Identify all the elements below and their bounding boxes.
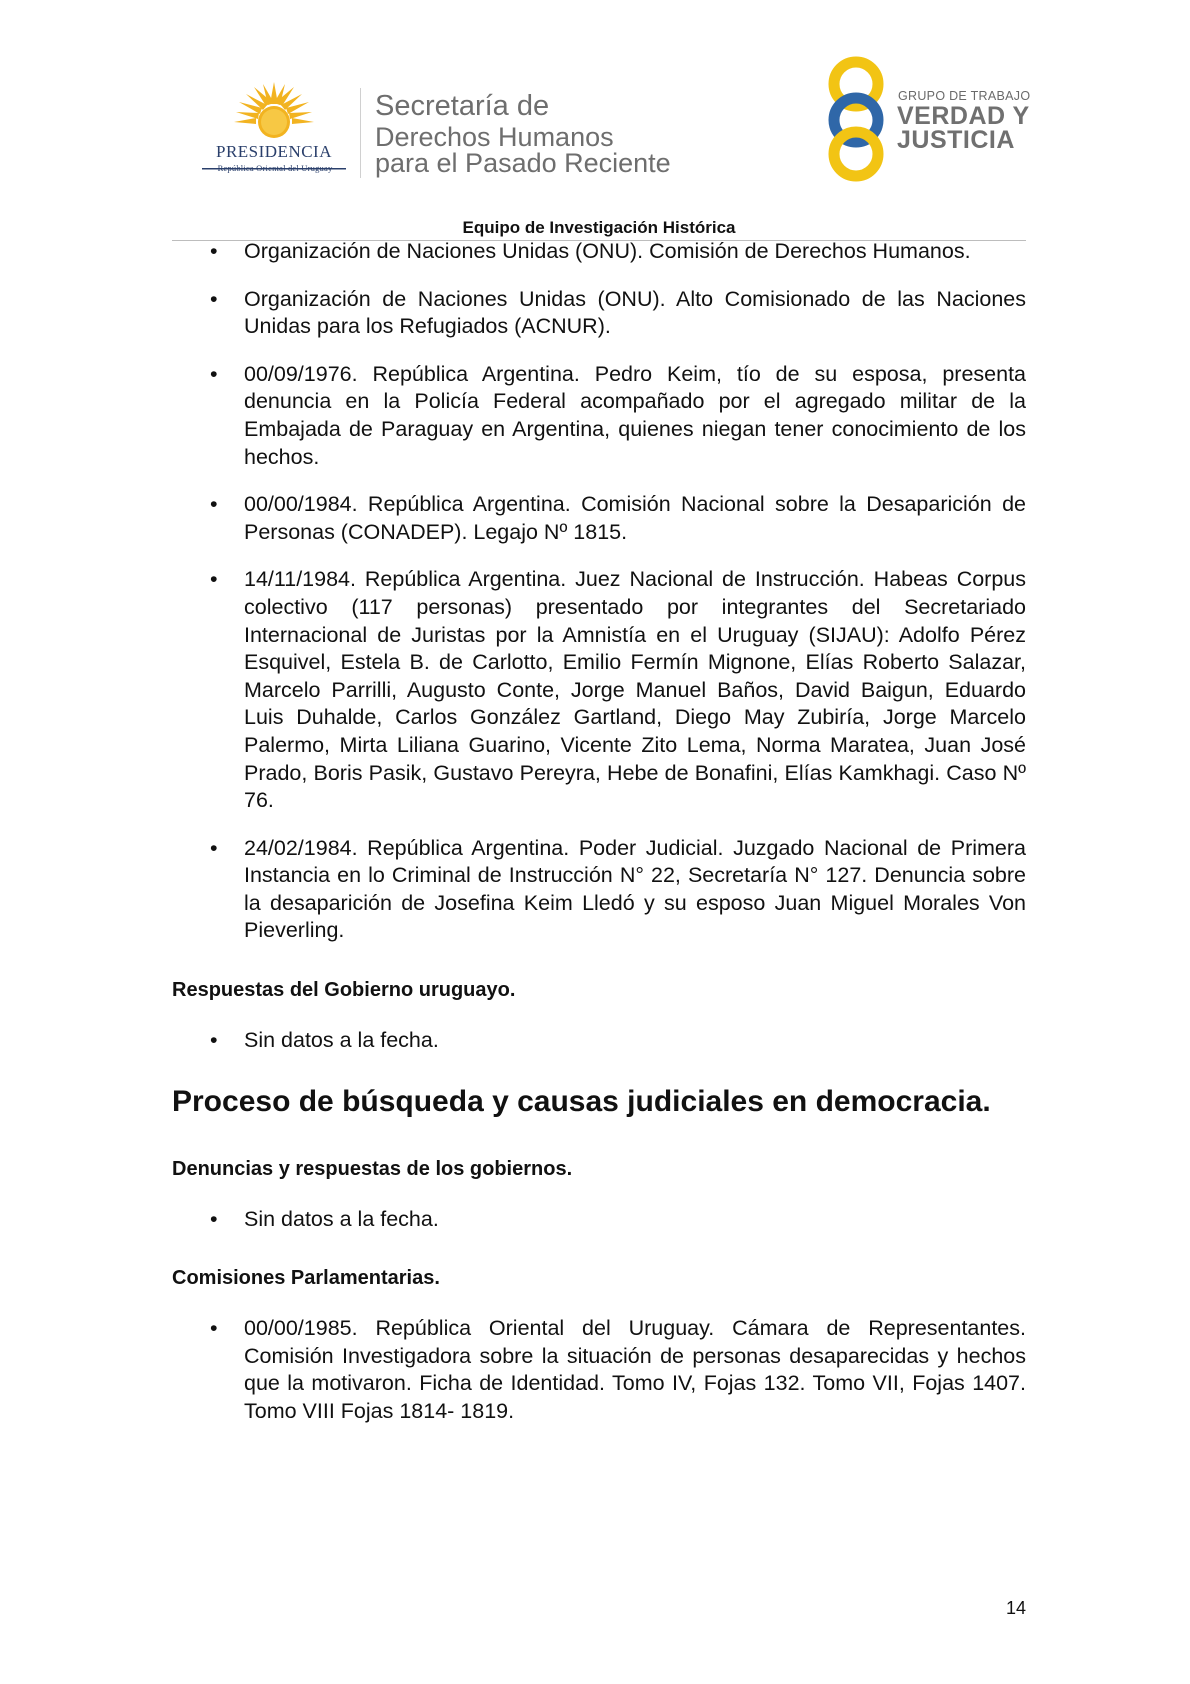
grupo-title-line-1: VERDAD Y <box>897 102 1030 130</box>
list-item <box>172 1315 1026 1425</box>
presidencia-subtitle: República Oriental del Uruguay <box>217 163 333 173</box>
secretaria-line-1: Secretaría de <box>375 90 550 122</box>
bullet-icon: • <box>210 492 218 517</box>
actions-list <box>172 238 1026 945</box>
list-item <box>172 491 1026 546</box>
bullet-icon: • <box>210 239 218 263</box>
bullet-icon: • <box>210 567 218 592</box>
bullet-icon: • <box>210 1027 218 1052</box>
bullet-icon: • <box>210 361 218 386</box>
list-item <box>172 361 1026 471</box>
bullet-icon: • <box>210 286 218 311</box>
list-item-text: Sin datos a la fecha. <box>244 1206 439 1231</box>
respuestas-list <box>172 1027 1026 1055</box>
list-item-text: 00/00/1985. República Oriental del Uruguay. Cámara de Representantes. Comisión Investigadora sobre la situación de personas desaparecidas y hechos que la motivaron. Ficha de Identidad. Tomo IV, Fojas 132. Tomo VII, Fojas 1407. Tomo VIII Fojas 1814- 1819. <box>244 1316 1026 1423</box>
list-item <box>172 238 1026 266</box>
page-content <box>172 238 1026 1445</box>
grupo-title-line-2: JUSTICIA <box>897 126 1015 154</box>
grupo-label: GRUPO DE TRABAJO <box>898 89 1031 103</box>
subheading-comisiones: Comisiones Parlamentarias. <box>172 1267 440 1290</box>
section-title: Proceso de búsqueda y causas judiciales en democracia. <box>172 1085 991 1119</box>
comisiones-list <box>172 1315 1026 1425</box>
list-item-text: Organización de Naciones Unidas (ONU). Comisión de Derechos Humanos. <box>244 239 971 263</box>
list-item-text: 00/00/1984. República Argentina. Comisión Nacional sobre la Desaparición de Personas (CONADEP). Legajo Nº 1815. <box>244 492 1026 544</box>
bullet-icon: • <box>210 1316 218 1341</box>
bullet-icon: • <box>210 835 218 860</box>
list-item-text: 14/11/1984. República Argentina. Juez Nacional de Instrucción. Habeas Corpus colectivo (117 personas) presentado por integrantes del Secretariado Internacional de Juristas por la Amnistía en el Uruguay (SIJAU): Adolfo Pérez Esquivel, Estela B. de Carlotto, Emilio Fermín Mignone, Elías Roberto Salazar, Marcelo Parrilli, Augusto Conte, Jorge Manuel Baños, David Baigun, Eduardo Luis Duhalde, Carlos González Gartland, Diego May Zubiría, Jorge Marcelo Palermo, Mirta Liliana Guarino, Vicente Zito Lema, Norma Maratea, Juan José Prado, Boris Pasik, Gustavo Pereyra, Hebe de Bonafini, Elías Kamkhagi. Caso Nº 76. <box>244 567 1026 813</box>
subheading-denuncias: Denuncias y respuestas de los gobiernos. <box>172 1158 573 1181</box>
list-item-text: 00/09/1976. República Argentina. Pedro Keim, tío de su esposa, presenta denuncia en la Policía Federal acompañado por el agregado militar de la Embajada de Paraguay en Argentina, quienes niegan tener conocimiento de los hechos. <box>244 361 1026 469</box>
page-header <box>0 0 1190 240</box>
list-item <box>172 1206 1026 1234</box>
subheading-respuestas: Respuestas del Gobierno uruguayo. <box>172 979 516 1002</box>
secretaria-line-3: para el Pasado Reciente <box>375 148 671 178</box>
page-number: 14 <box>1005 1598 1026 1618</box>
presidencia-name: PRESIDENCIA <box>215 142 332 161</box>
team-title: Equipo de Investigación Histórica <box>462 218 736 237</box>
interlocked-rings-icon <box>818 56 894 182</box>
header-divider <box>360 88 361 178</box>
list-item <box>172 1027 1026 1055</box>
secretaria-line-2: Derechos Humanos <box>375 122 614 152</box>
denuncias-list <box>172 1206 1026 1234</box>
list-item-text: Organización de Naciones Unidas (ONU). Alto Comisionado de las Naciones Unidas para los Refugiados (ACNUR). <box>244 286 1026 339</box>
bullet-icon: • <box>210 1206 218 1231</box>
list-item-text: 24/02/1984. República Argentina. Poder Judicial. Juzgado Nacional de Primera Instancia en lo Criminal de Instrucción N° 22, Secretaría N° 127. Denuncia sobre la desaparición de Josefina Keim Lledó y su esposo Juan Miguel Morales Von Pieverling. <box>244 835 1026 943</box>
list-item <box>172 286 1026 341</box>
list-item-text: Sin datos a la fecha. <box>244 1027 439 1052</box>
list-item <box>172 835 1026 945</box>
list-item <box>172 566 1026 814</box>
